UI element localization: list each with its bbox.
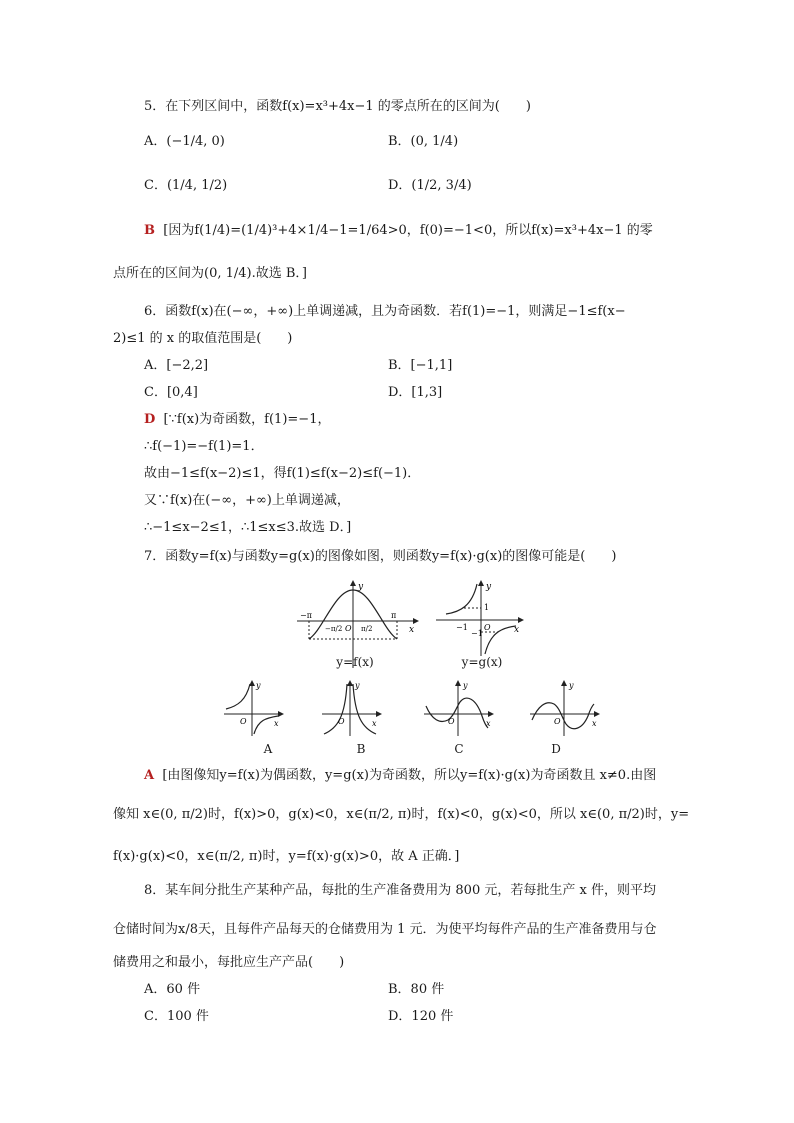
q7-analysis-line-3: f(x)·g(x)<0，x∈(π/2, π)时，y=f(x)·g(x)>0，故 A 正确．] — [113, 849, 460, 864]
q5-option-c: C．(1/4, 1/2) — [144, 178, 228, 193]
q5-option-d: D．(1/2, 3/4) — [388, 178, 472, 193]
q5-analysis-text-1: [因为f(1/4)=(1/4)³+4×1/4−1=1/64>0，f(0)=−1<0，所以f(x)=x³+4x−1 的零 — [163, 223, 653, 238]
q6-option-b: B．[−1,1] — [388, 358, 453, 373]
f-tick-neg-pi: −π — [300, 611, 312, 620]
d-axis-y: y — [569, 681, 574, 690]
q8-stem-3: 储费用之和最小，每批应生产产品( ) — [113, 955, 345, 970]
q5-analysis-line-1 — [144, 222, 653, 240]
c-axis-x: x — [486, 719, 491, 728]
choice-d-graph — [528, 676, 600, 738]
f-axis-y: y — [358, 582, 364, 592]
q8-option-b: B．80 件 — [388, 982, 445, 997]
q8-stem-1: 8．某车间分批生产某种产品，每批的生产准备费用为 800 元，若每批生产 x 件，则平均 — [144, 883, 656, 898]
choice-d-label: D — [551, 742, 561, 756]
q5-answer-letter: B — [144, 223, 155, 238]
g-tick-neg-one: −1 — [456, 623, 468, 632]
b-axis-y: y — [355, 681, 360, 690]
choice-c-graph — [422, 676, 494, 738]
q5-option-a: A．(−1/4, 0) — [144, 134, 225, 149]
figure-g-of-x — [434, 578, 524, 658]
c-origin: O — [448, 717, 455, 726]
choice-b-label: B — [356, 742, 366, 756]
c-axis-y: y — [463, 681, 468, 690]
figure-g-caption: y=g(x) — [461, 655, 503, 669]
q5-option-b: B．(0, 1/4) — [388, 134, 459, 149]
q6-analysis-line-1 — [144, 411, 330, 429]
b-axis-x: x — [372, 719, 377, 728]
q7-answer-letter: A — [144, 768, 155, 783]
d-axis-x: x — [592, 719, 597, 728]
b-origin: O — [338, 717, 345, 726]
q6-analysis-line-4: 又∵f(x)在(−∞，+∞)上单调递减， — [144, 493, 350, 508]
f-tick-neg-half-pi: −π/2 — [325, 625, 343, 633]
f-tick-half-pi: π/2 — [361, 625, 373, 633]
g-tick-neg-one-y: −1 — [471, 629, 483, 638]
choice-a-label: A — [263, 742, 273, 756]
choice-b-graph — [320, 676, 382, 738]
a-axis-y: y — [256, 681, 261, 690]
figure-f-caption: y=f(x) — [336, 655, 374, 669]
q6-stem-1: 6．函数f(x)在(−∞，+∞)上单调递减，且为奇函数．若f(1)=−1，则满足−1≤f(x− — [144, 304, 626, 319]
f-axis-x: x — [409, 625, 415, 635]
q6-option-a: A．[−2,2] — [144, 358, 209, 373]
q6-analysis-line-3: 故由−1≤f(x−2)≤1，得f(1)≤f(x−2)≤f(−1)． — [144, 466, 421, 481]
choice-a-graph — [222, 676, 284, 738]
d-origin: O — [554, 717, 561, 726]
q6-option-c: C．[0,4] — [144, 385, 198, 400]
g-tick-one: 1 — [484, 603, 490, 612]
q8-option-d: D．120 件 — [388, 1009, 454, 1024]
q6-analysis-text-1: [∵f(x)为奇函数，f(1)=−1， — [163, 412, 331, 427]
f-tick-pi: π — [391, 611, 397, 620]
a-origin: O — [240, 717, 247, 726]
g-axis-y: y — [486, 582, 492, 592]
q7-stem: 7．函数y=f(x)与函数y=g(x)的图像如图，则函数y=f(x)·g(x)的图像可能是( ) — [144, 549, 617, 564]
q7-analysis-line-1 — [144, 767, 656, 785]
a-axis-x: x — [274, 719, 279, 728]
q6-answer-letter: D — [144, 412, 156, 427]
q5-analysis-line-2: 点所在的区间为(0, 1/4).故选 B．] — [113, 266, 307, 281]
g-axis-x: x — [514, 625, 520, 635]
q6-analysis-line-5: ∴−1≤x−2≤1，∴1≤x≤3.故选 D．] — [144, 520, 352, 535]
q6-stem-2: 2)≤1 的 x 的取值范围是( ) — [113, 331, 293, 346]
q6-option-d: D．[1,3] — [388, 385, 443, 400]
q8-option-c: C．100 件 — [144, 1009, 209, 1024]
q5-stem: 5．在下列区间中，函数f(x)=x³+4x−1 的零点所在的区间为( ) — [144, 99, 531, 114]
q8-option-a: A．60 件 — [144, 982, 201, 997]
q7-analysis-line-2: 像知 x∈(0, π/2)时，f(x)>0，g(x)<0，x∈(π/2, π)时，f(x)<0，g(x)<0，所以 x∈(0, π/2)时，y= — [113, 807, 690, 822]
q6-analysis-line-2: ∴f(−1)=−f(1)=1． — [144, 439, 264, 454]
g-origin: O — [484, 623, 491, 632]
f-origin: O — [345, 624, 352, 633]
choice-c-label: C — [454, 742, 464, 756]
q8-stem-2: 仓储时间为x/8天，且每件产品每天的仓储费用为 1 元．为使平均每件产品的生产准备费用与仓 — [113, 922, 657, 937]
q7-analysis-text-1: [由图像知y=f(x)为偶函数，y=g(x)为奇函数，所以y=f(x)·g(x)为奇函数且 x≠0.由图 — [162, 768, 657, 783]
